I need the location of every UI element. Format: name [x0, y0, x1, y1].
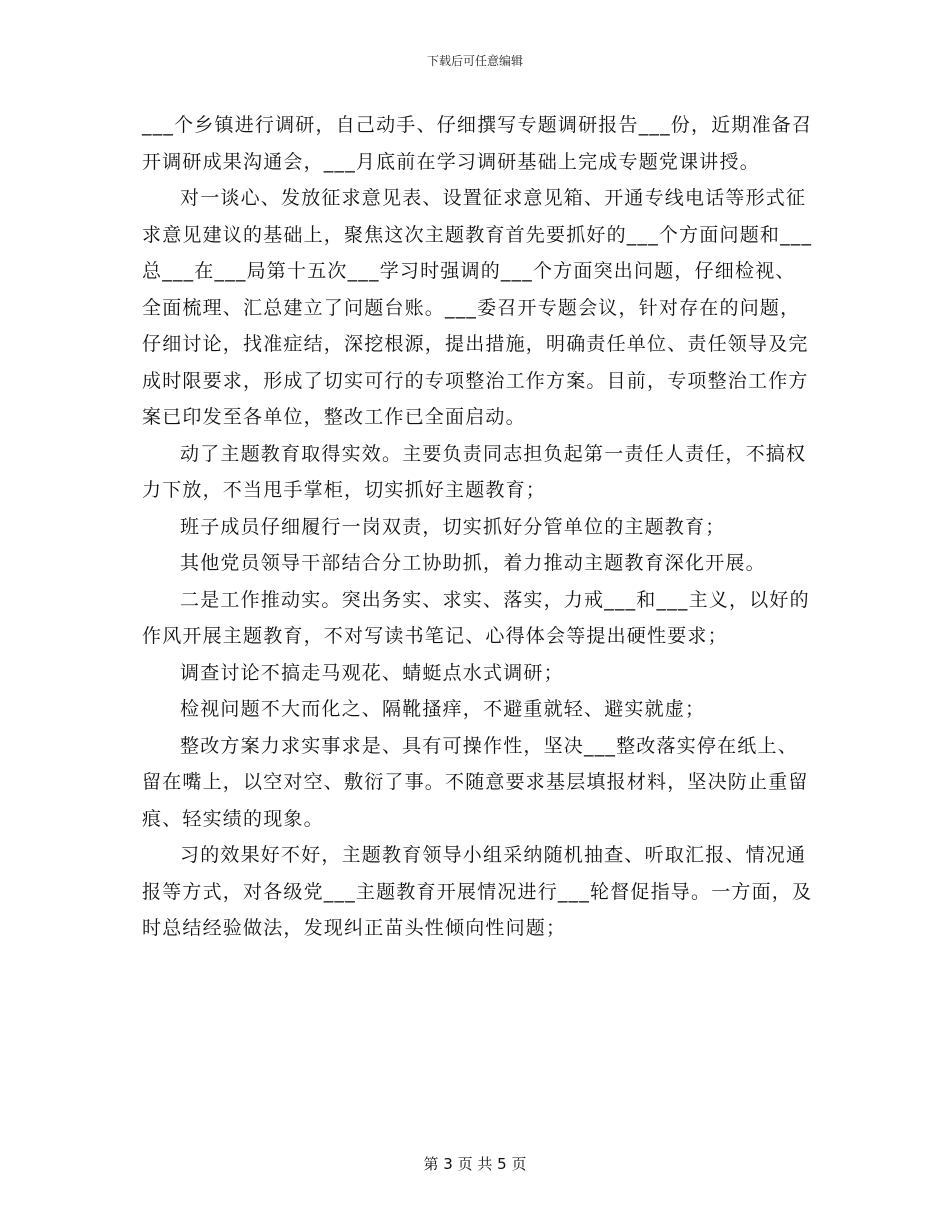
page-footer: 第 3 页 共 5 页 [423, 1155, 527, 1173]
paragraph-1: ___个乡镇进行调研，自己动手、仔细撰写专题调研报告___份，近期准备召开调研成果沟通会，___月底前在学习调研基础上完成专题党课讲授。 [142, 114, 813, 173]
paragraph-7: 调查讨论不搞走马观花、蜻蜓点水式调研； [180, 661, 564, 684]
paragraph-8: 检视问题不大而化之、隔靴搔痒，不避重就轻、避实就虚； [180, 698, 706, 720]
paragraph-5: 其他党员领导干部结合分工协助抓，着力推动主题教育深化开展。 [180, 552, 766, 574]
page-header: 下载后可任意编辑 [426, 54, 523, 68]
paragraph-6: 二是工作推动实。突出务实、求实、落实，力戒___和___主义，以好的作风开展主题教育，不对写读书笔记、心得体会等提出硬性要求； [142, 588, 810, 647]
paragraph-2: 对一谈心、发放征求意见表、设置征求意见箱、开通专线电话等形式征求意见建议的基础上，聚焦这次主题教育首先要抓好的___个方面问题和___总___在___局第十五次___学习时强调的___个方面突出问题，仔细检视、全面梳理、汇总建立了问题台账。___委召开专题会议，针对存在的问题，仔细讨论，找准症结，深挖根源，提出措施，明确责任单位、责任领导及完成时限要求，形成了切实可行的专项整治工作方案。目前，专项整治工作方案已印发至各单位，整改工作已全面启动。 [142, 187, 813, 428]
document-body [142, 107, 814, 947]
paragraph-9: 整改方案力求实事求是、具有可操作性，坚决___整改落实停在纸上、留在嘴上，以空对空、敷衍了事。不随意要求基层填报材料，坚决防止重留痕、轻实绩的现象。 [142, 734, 809, 830]
paragraph-10: 习的效果好不好，主题教育领导小组采纳随机抽查、听取汇报、情况通报等方式，对各级党___主题教育开展情况进行___轮督促指导。一方面，及时总结经验做法，发现纠正苗头性倾向性问题； [142, 844, 813, 939]
paragraph-4: 班子成员仔细履行一岗双责，切实抓好分管单位的主题教育； [180, 515, 726, 538]
paragraph-3: 动了主题教育取得实效。主要负责同志担负起第一责任人责任，不搞权力下放，不当甩手掌柜，切实抓好主题教育； [142, 442, 807, 501]
